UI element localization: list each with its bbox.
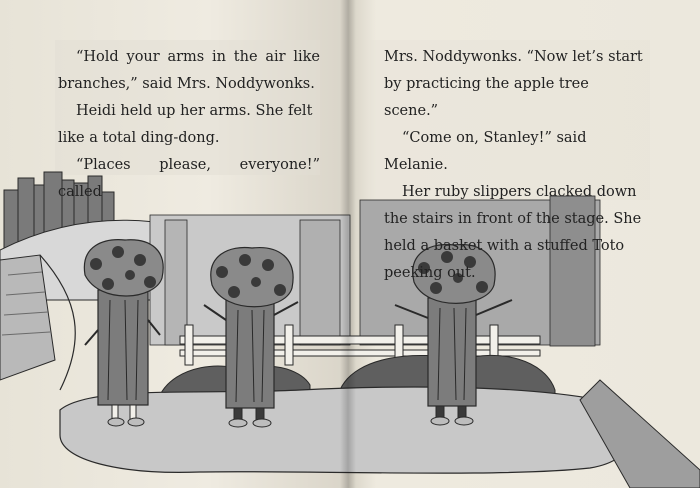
book-gutter (340, 0, 356, 488)
right-page-text (384, 44, 646, 287)
paragraph: “Places please, everyone!” called (58, 157, 320, 200)
paragraph: “Hold your arms in the air like branches,” said Mrs. Noddywonks. (58, 49, 320, 92)
paragraph: Her ruby slippers clacked down the stairs in front of the stage. She held a basket with a stuffed Toto peeking out. (384, 184, 642, 281)
paragraph: Mrs. Noddywonks. “Now let’s start by practicing the apple tree scene.” (384, 49, 643, 119)
paragraph: Heidi held up her arms. She felt like a total ding-dong. (58, 103, 313, 146)
paragraph: “Come on, Stanley!” said Melanie. (384, 130, 587, 173)
left-page-text (58, 44, 320, 206)
